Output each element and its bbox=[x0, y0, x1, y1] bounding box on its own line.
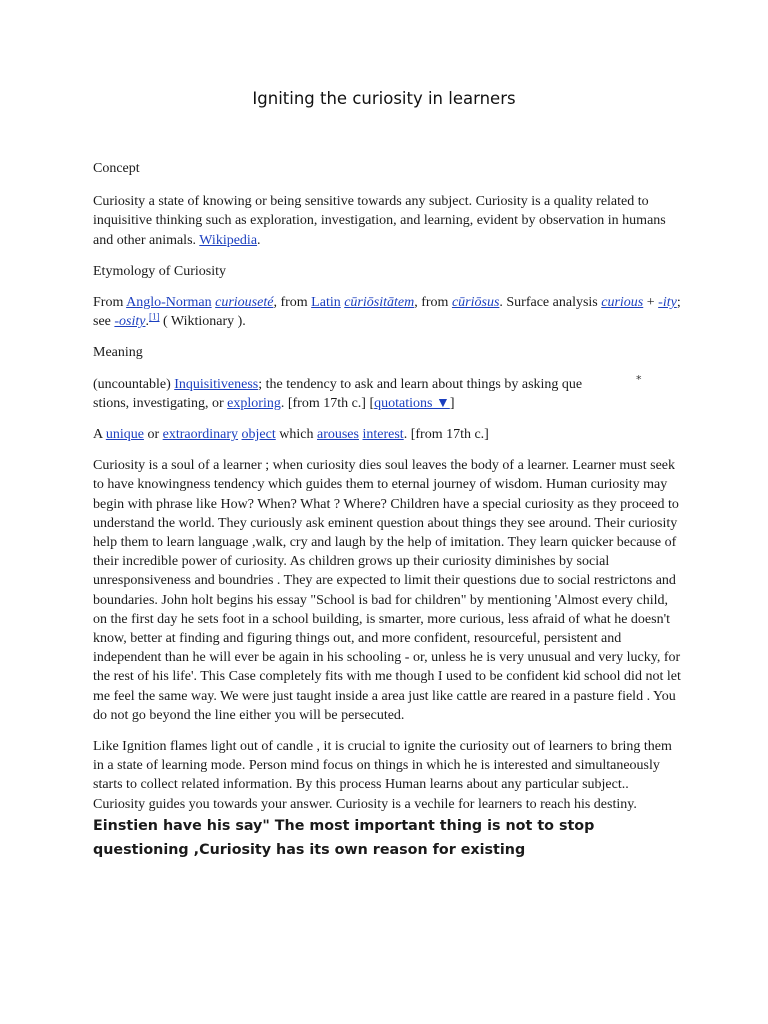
body-paragraph-2-text: Like Ignition flames light out of candle , it is crucial to ignite the curiosity out of learners to bring them in a state of learning mode. Person mind focus on things in which he is interested and simultaneously starts to collect related information. By this process Human learns about any particular subject.. Curiosity guides you towards your answer. Curiosity is a vechile for learners to reach his destiny. bbox=[93, 739, 672, 812]
etymology-text: + bbox=[643, 295, 659, 311]
concept-paragraph bbox=[93, 192, 683, 250]
interest-link[interactable]: interest bbox=[362, 427, 404, 443]
arouses-link[interactable]: arouses bbox=[316, 427, 359, 443]
etymology-text: From bbox=[93, 295, 127, 311]
etymology-heading: Etymology of Curiosity bbox=[93, 263, 226, 279]
curiosus-link[interactable]: cūriōsus bbox=[451, 295, 500, 311]
document-title: Igniting the curiosity in learners bbox=[252, 89, 516, 108]
osity-link[interactable]: -osity bbox=[114, 314, 146, 330]
unique-link[interactable]: unique bbox=[105, 427, 144, 443]
etymology-text: ( Wiktionary ). bbox=[159, 314, 246, 330]
concept-end: . bbox=[257, 232, 261, 248]
document-body bbox=[93, 159, 683, 874]
meaning-text: ] bbox=[449, 395, 455, 411]
meaning-text: . [from 17th c.] [ bbox=[280, 395, 375, 411]
meaning-text: or bbox=[143, 427, 163, 443]
meaning-text: which bbox=[275, 427, 317, 443]
object-link[interactable]: object bbox=[241, 427, 276, 443]
meaning-text: stions, investigating, or bbox=[93, 395, 228, 411]
etymology-text: , from bbox=[273, 295, 312, 311]
ity-link[interactable]: -ity bbox=[658, 295, 677, 311]
meaning-heading: Meaning bbox=[93, 345, 143, 361]
anglo-norman-link[interactable]: Anglo-Norman bbox=[126, 295, 212, 311]
meaning-text: (uncountable) bbox=[93, 376, 175, 392]
etymology-text: . bbox=[145, 314, 149, 330]
wikipedia-link[interactable]: Wikipedia bbox=[199, 232, 258, 248]
meaning-text: ; the tendency to ask and learn about things by asking que bbox=[258, 376, 583, 392]
body-paragraph-1: Curiosity is a soul of a learner ; when curiosity dies soul leaves the body of a learner. Learner must seek to have knowingness tendency which guides them to eternal journey of wisdom. Human curiosity may begin with phrase like How? When? What ? Where? Children have a special curiosity as they proceed to understand the world. They curiously ask eminent question about things they see around. Their curiosity help them to learn language ,walk, cry and laugh by the help of imitation. They learn quicker because of their incredible power of curiosity. As children grows up their curiosity diminishes by social unresponsiveness and boundries . They are expected to limit their questions due to social restrictons and boundaries. John holt begins his essay "School is bad for children" by mentioning 'Almost every child, on the first day he sets foot in a school building, is smarter, more curious, less afraid of what he doesn't know, better at finding and figuring things out, and more confident, resourceful, persistent and independent than he will ever be again in his schooling - or, unless he is very unusual and very lucky, for the rest of his life'. This Case completely fits with me though I used to be confident kid school did not let me feel the same way. We were just taught inside a area just like cattle are reared in a pasture field . You do not go beyond the line either you will be persecuted. bbox=[93, 458, 681, 723]
body-paragraph-2 bbox=[93, 737, 683, 862]
inquisitiveness-link[interactable]: Inquisitiveness bbox=[174, 376, 259, 392]
meaning-text: . [from 17th c.] bbox=[403, 427, 489, 443]
einstein-quote: Einstien have his say" The most important thing is not to stop questioning ,Curiosity has its own reason for existing bbox=[93, 817, 595, 858]
concept-text: Curiosity a state of knowing or being sensitive towards any subject. Curiosity is a quality related to inquisitive thinking such as exploration, investigation, and learning, evident by observation in humans and other animals. bbox=[93, 194, 666, 248]
meaning-text: A bbox=[93, 427, 106, 443]
curious-link[interactable]: curious bbox=[601, 295, 644, 311]
footnote-1-link[interactable]: [1] bbox=[149, 311, 160, 322]
latin-link[interactable]: Latin bbox=[311, 295, 341, 311]
etymology-text: , from bbox=[414, 295, 452, 311]
meaning-definition-2 bbox=[93, 425, 683, 444]
etymology-paragraph bbox=[93, 293, 683, 331]
extraordinary-link[interactable]: extraordinary bbox=[162, 427, 239, 443]
exploring-link[interactable]: exploring bbox=[227, 395, 281, 411]
concept-heading: Concept bbox=[93, 161, 140, 176]
quotations-toggle-link[interactable]: quotations ▼ bbox=[374, 395, 450, 411]
etymology-text: . Surface analysis bbox=[499, 295, 602, 311]
etymology-text: ; see bbox=[93, 295, 681, 330]
curiositatem-link[interactable]: cūriōsitātem bbox=[344, 295, 415, 311]
meaning-definition-1 bbox=[93, 375, 683, 413]
expand-marker-icon: * bbox=[636, 373, 642, 386]
curiousete-link[interactable]: curiouseté bbox=[215, 295, 274, 311]
